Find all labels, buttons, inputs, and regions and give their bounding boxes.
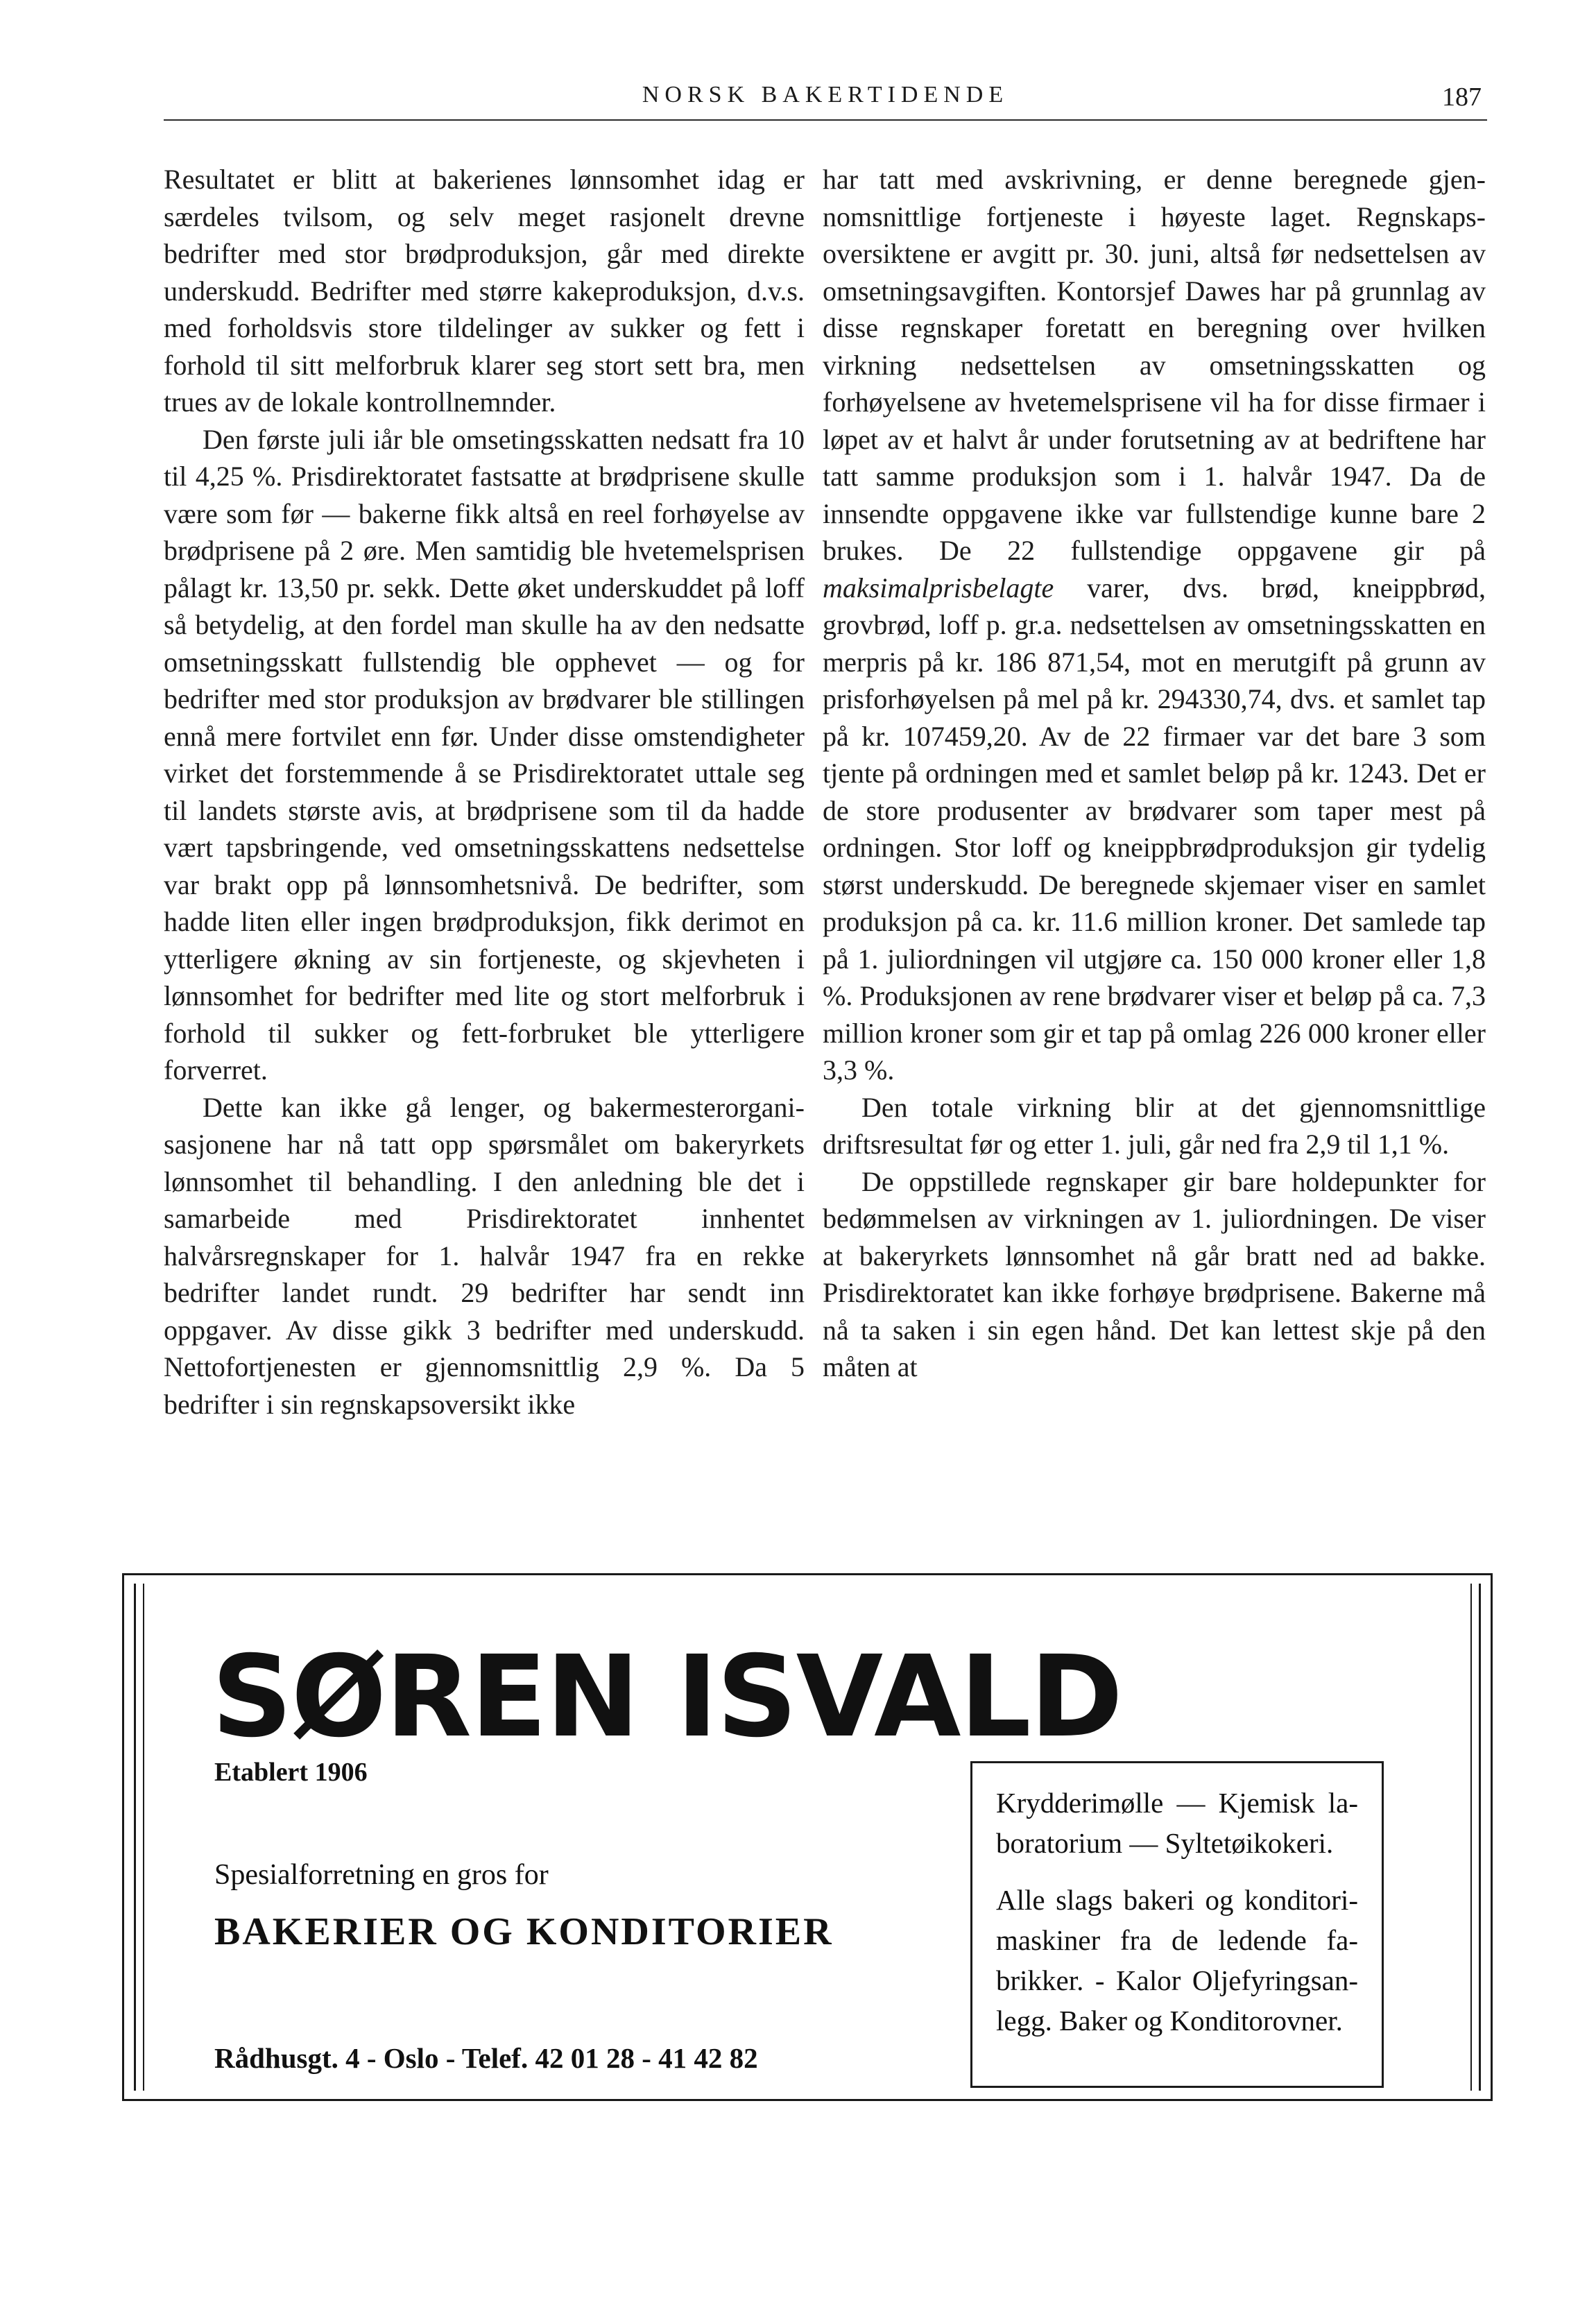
header-rule [164,119,1487,121]
paragraph-text: varer, dvs. brød, kneippbrød, grovbrød, loff p. gr.a. nedsettelsen av omsetningsskatten en merpris på kr. 186 871,54, mot en merutgift på grunn av prisforhøyelsen på mel på kr. 294330,74, dvs. et samlet tap på kr. 107459,20. Av de 22 firmaer var det bare 3 som tjente på ordningen med et samlet beløp på kr. 1243. Det er de store produsenter av brødvarer som taper mest på ordningen. Stor loff og kneippbrødproduksjon gir tydelig størst underskudd. De beregnede skjemaer viser en samlet produksjon på ca. kr. 11.6 million kroner. Det samlede tap på 1. juliordningen vil utgjøre ca. 150 000 kroner eller 1,8 %. Produksjonen av rene brødvarer viser et beløp på ca. 7,3 million kroner som gir et tap på omlag 226 000 kroner eller 3,3 %. [823,572,1486,1086]
journal-title: NORSK BAKERTIDENDE [642,82,1009,108]
page-number: 187 [1442,83,1482,112]
paragraph: Den første juli iår ble omsetingsskatten nedsatt fra 10 til 4,25 %. Prisdirektoratet fastsatte at brødprisene skulle være som før — bakerne fikk altså en reel forhøyelse av brødprisene på 2 øre. Men samtidig ble hvetemelsprisen pålagt kr. 13,50 pr. sekk. Dette øket underskuddet på loff så betydelig, at den fordel man skulle ha av den nedsatte omsetningsskatt fullstendig ble opphevet — og for bedrifter med stor produksjon av brødvarer ble stillingen ennå mere fortvilet enn før. Under disse omstendigheter virket det forstemmende å se Prisdirektoratet uttale seg til landets største avis, at brødprisene som til da hadde vært tapsbringende, ved omsetningsskattens nedsettelse var brakt opp på lønnsomhetsnivå. De bedrifter, som hadde liten eller ingen brødproduksjon, fikk derimot en ytterligere økning av sin fortjeneste, og skjevheten i lønnsomhet for bedrifter med lite og stort melforbruk i forhold til sukker og fett-forbruket ble ytterligere forverret. [164,423,805,1086]
emphasized-term: maksimalprisbelagte [823,572,1054,603]
ad-products: Alle slags bakeri og konditorimaskiner fra de ledende fabrikker. - Kalor Oljefyringsanlegg. Baker og Konditorovner. [996,1884,1358,2037]
paragraph: Den totale virkning blir at det gjennomsnittlige driftsresultat før og etter 1. juli, går ned fra 2,9 til 1,1 %. [823,1091,1486,1160]
ad-services: Krydderimølle — Kjemisk laboratorium — Syltetøikokeri. [996,1787,1358,1859]
ad-established: Etablert 1906 [214,1758,368,1787]
article-right-column [823,161,1486,1531]
paragraph: De oppstillede regnskaper gir bare holdepunkter for bedømmelsen av virkningen av 1. juliordningen. De viser at bakeryrkets lønnsomhet nå går bratt ned ad bakke. Prisdirektoratet kan ikke forhøye brødprisene. Bakerne må nå ta saken i sin egen hånd. Det kan lettest skje på den måten at [823,1165,1486,1382]
ad-address: Rådhusgt. 4 - Oslo - Telef. 42 01 28 - 41 42 82 [214,2042,758,2074]
ad-specialty: BAKERIER OG KONDITORIER [214,1910,834,1953]
ad-tagline: Spesialforretning en gros for [214,1859,549,1891]
ad-brand-name: SØREN ISVALD [212,1632,1122,1763]
advertisement [122,1573,1493,2101]
paragraph: Resultatet er blitt at bakerienes lønnsomhet idag er særdeles tvilsom, og selv meget rasjonelt drevne bedrifter med stor brødproduksjon, går med direkte underskudd. Bedrifter med større kakeproduksjon, d.v.s. med forholdsvis store tildelinger av sukker og fett i forhold til sitt melforbruk klarer seg stort sett bra, men trues av de lokale kontrollnemnder. [164,164,805,418]
paragraph [823,161,1486,1089]
running-head [164,79,1487,121]
paragraph: Dette kan ikke gå lenger, og bakermesterorganisasjonene har nå tatt opp spørsmålet om bakeryrkets lønnsomhet til behandling. I den anledning ble det i samarbeide med Prisdirektoratet innhentet halvårsregnskaper for 1. halvår 1947 fra en rekke bedrifter landet rundt. 29 bedrifter har sendt inn oppgaver. Av disse gikk 3 bedrifter med underskudd. Nettofortjenesten er gjennomsnittlig 2,9 %. Da 5 bedrifter i sin regnskapsoversikt ikke [164,1091,805,1420]
article-left-column [164,161,805,1531]
ad-info-box [970,1761,1384,2088]
paragraph-text: har tatt med avskrivning, er denne beregnede gjennomsnittlige fortjeneste i høyeste laget. Regnskapsoversiktene er avgitt pr. 30. juni, altså før nedsettelsen av omsetningsavgiften. Kontorsjef Dawes har på grunnlag av disse regnskaper foretatt en beregning over hvilken virkning nedsettelsen av omsetningsskatten og forhøyelsene av hvetemelsprisene vil ha for disse firmaer i løpet av et halvt år under forutsetning av at bedriftene har tatt samme produksjon som i 1. halvår 1947. Da de innsendte oppgavene ikke var fullstendige kunne bare 2 brukes. De 22 fullstendige oppgavene gir på [823,164,1486,566]
